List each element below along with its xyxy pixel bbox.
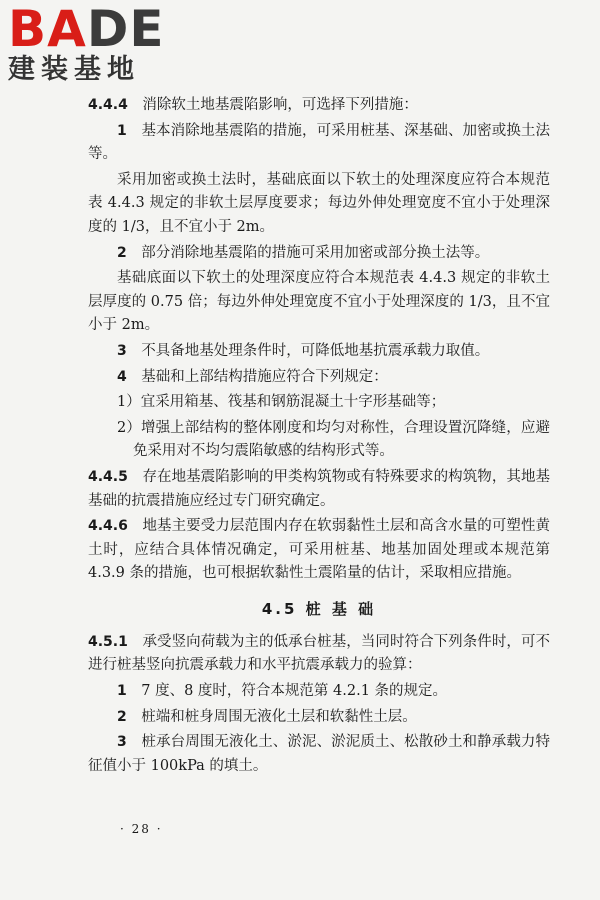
sub-item-1: 1）宜采用箱基、筏基和钢筋混凝土十字形基础等； [117, 394, 446, 411]
item-1: 1 基本消除地基震陷的措施，可采用桩基、深基础、加密或换土法等。 [88, 122, 551, 163]
page-number: · 28 · [120, 822, 163, 836]
clause-4-4-4: 4.4.4 消除软土地基震陷影响，可选择下列措施： [88, 97, 418, 113]
item-3: 3 不具备地基处理条件时，可降低地基抗震承载力取值。 [117, 342, 490, 359]
logo [8, 2, 178, 86]
paragraph: 采用加密或换土法时，基础底面以下软土的处理深度应符合本规范表 4.4.3 规定的非软土层厚度要求；每边外伸处理宽度不宜小于处理深度的 1/3，且不宜小于 2m。 [88, 171, 550, 235]
paragraph: 基础底面以下软土的处理深度应符合本规范表 4.4.3 规定的非软土层厚度的 0.75 倍；每边外伸处理宽度不宜小于处理深度的 1/3，且不宜小于 2m。 [88, 270, 550, 334]
section-heading: 4.5 桩 基 础 [261, 599, 377, 618]
logo-wordmark: BADE [8, 0, 165, 58]
item-4: 4 基础和上部结构措施应符合下列规定： [117, 368, 388, 385]
sub-item-2: 2）增强上部结构的整体刚度和均匀对称性，合理设置沉降缝，应避免采用对不均匀震陷敏感的结构形式等。 [117, 419, 550, 460]
clause-4-4-5: 4.4.5 存在地基震陷影响的甲类构筑物或有特殊要求的构筑物，其地基基础的抗震措施应经过专门研究确定。 [88, 468, 551, 509]
item-1: 1 7 度、8 度时，符合本规范第 4.2.1 条的规定。 [117, 683, 448, 700]
clause-4-5-1: 4.5.1 承受竖向荷载为主的低承台桩基，当同时符合下列条件时，可不进行桩基竖向抗震承载力和水平抗震承载力的验算： [88, 633, 551, 674]
document-body [88, 94, 550, 780]
item-3: 3 桩承台周围无液化土、淤泥、淤泥质土、松散砂土和静承载力特征值小于 100kPa 的填土。 [88, 734, 551, 774]
logo-subtitle: 建装基地 [8, 54, 140, 85]
item-2: 2 桩端和桩身周围无液化土层和软黏性土层。 [117, 708, 417, 725]
item-2: 2 部分消除地基震陷的措施可采用加密或部分换土法等。 [117, 244, 490, 261]
clause-4-4-6: 4.4.6 地基主要受力层范围内存在软弱黏性土层和高含水量的可塑性黄土时，应结合具体情况确定，可采用桩基、地基加固处理或本规范第 4.3.9 条的措施，也可根据软黏性土震陷量的估计，采取相应措施。 [88, 518, 551, 582]
